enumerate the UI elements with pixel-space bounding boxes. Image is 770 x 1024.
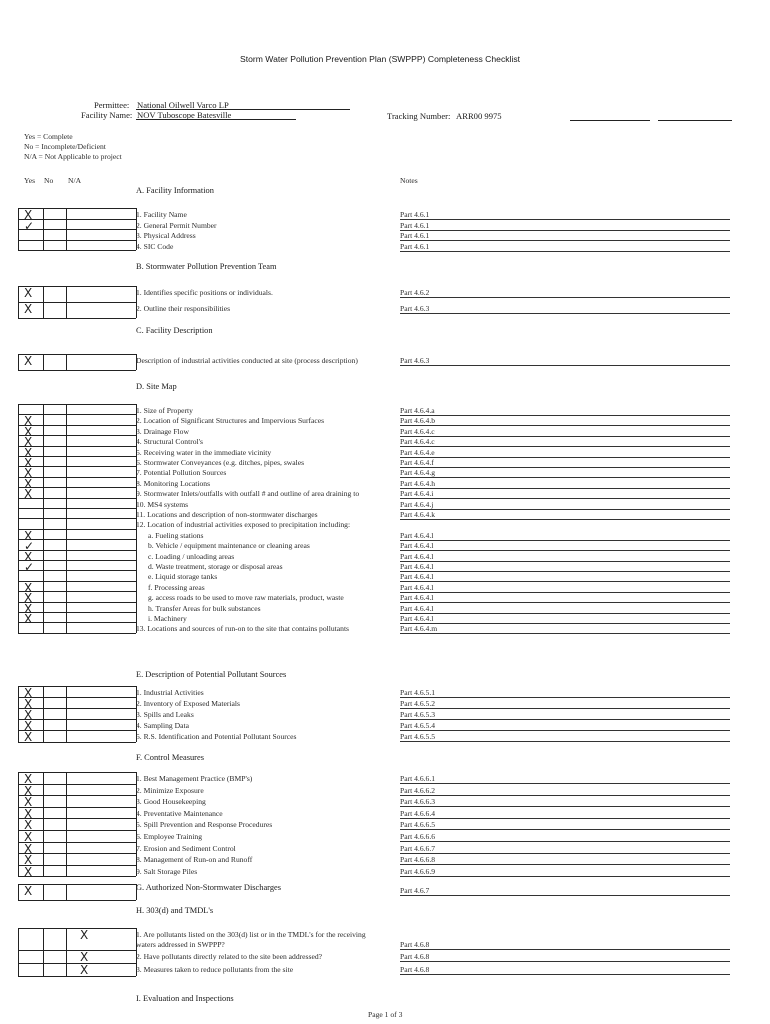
page-footer: Page 1 of 3 (368, 1010, 403, 1019)
checklist-item-label: 2. Location of Significant Structures and Impervious Surfaces (136, 416, 325, 426)
notes-underline (400, 841, 730, 842)
notes-underline (400, 806, 730, 807)
hand-check-mark: X (24, 487, 33, 502)
notes-underline (400, 571, 730, 572)
checklist-item-label: 2. Outline their responsibilities (136, 304, 231, 313)
checklist-item-label: 4. Sampling Data (136, 721, 189, 731)
hand-check-mark: X (80, 962, 89, 977)
part-reference: Part 4.6.1 (400, 220, 430, 230)
checkbox-grid-line (18, 529, 136, 530)
checkbox-grid-line (18, 229, 136, 230)
checklist-item-label: 7. Erosion and Sediment Control (136, 843, 236, 853)
checkbox-grid-line (18, 686, 136, 687)
checklist-item-label: 4. SIC Code (136, 241, 174, 251)
checkbox-grid-line (43, 884, 44, 900)
section-heading: C. Facility Description (136, 326, 213, 335)
part-reference: Part 4.6.4.c (400, 426, 435, 436)
hand-check-mark: X (24, 435, 33, 450)
checkbox-grid-line (18, 686, 19, 742)
notes-underline (400, 240, 730, 241)
facility-underline (136, 119, 296, 120)
section-heading: I. Evaluation and Inspections (136, 994, 234, 1003)
checkbox-grid-line (18, 250, 136, 251)
tracking-underline-1 (570, 120, 650, 121)
column-na: N/A (68, 176, 82, 185)
checkbox-grid-line (18, 950, 136, 951)
notes-underline (400, 509, 730, 510)
hand-check-mark: X (24, 783, 33, 798)
part-reference: Part 4.6.6.5 (400, 820, 436, 830)
hand-check-mark: X (24, 806, 33, 821)
hand-check-mark: X (24, 864, 33, 879)
notes-underline (400, 949, 730, 950)
part-reference: Part 4.6.4.l (400, 562, 434, 571)
checklist-item-label: 11. Locations and description of non-stormwater discharges (136, 510, 318, 519)
notes-underline (400, 974, 730, 975)
checklist-item-label: 5. R.S. Identification and Potential Pollutant Sources (136, 732, 297, 742)
notes-underline (400, 708, 730, 709)
part-reference: Part 4.6.4.e (400, 447, 435, 457)
checklist-item-label: 13. Locations and sources of run-on to the site that contains pollutants (136, 624, 350, 634)
checklist-item-label: 3. Drainage Flow (136, 426, 189, 436)
checklist-item-label-continued: waters addressed in SWPPP? (136, 940, 225, 949)
checkbox-grid-line (18, 884, 136, 885)
checkbox-grid-line (18, 853, 136, 854)
section-heading: H. 303(d) and TMDL's (136, 906, 214, 915)
notes-underline (400, 581, 730, 582)
notes-underline (400, 365, 730, 366)
part-reference: Part 4.6.4.l (400, 530, 434, 540)
hand-check-mark: X (24, 884, 33, 898)
checkbox-grid-line (18, 818, 136, 819)
checklist-item-label: d. Waste treatment, storage or disposal areas (148, 562, 283, 571)
checkbox-grid-line (18, 976, 136, 977)
checkbox-grid-line (66, 928, 67, 976)
checkbox-grid-line (18, 928, 136, 929)
hand-check-mark: X (24, 853, 33, 868)
part-reference: Part 4.6.6.9 (400, 866, 436, 876)
part-reference: Part 4.6.4.f (400, 458, 434, 467)
part-reference: Part 4.6.4.a (400, 406, 435, 415)
checklist-item-label: 3. Spills and Leaks (136, 710, 194, 720)
hand-check-mark: X (24, 795, 33, 810)
permittee-value: National Oilwell Varco LP (137, 100, 229, 110)
checklist-item-label: 8. Monitoring Locations (136, 478, 211, 488)
notes-underline (400, 697, 730, 698)
part-reference: Part 4.6.4.l (400, 572, 434, 582)
checklist-item-label: 9. Salt Storage Piles (136, 866, 198, 876)
notes-underline (400, 783, 730, 784)
checkbox-grid-line (18, 876, 136, 877)
hand-check-mark: X (24, 830, 33, 844)
checkbox-grid-line (18, 498, 136, 499)
part-reference: Part 4.6.6.6 (400, 832, 436, 841)
checklist-item-label: i. Machinery (148, 614, 187, 623)
part-reference: Part 4.6.1 (400, 210, 430, 219)
notes-underline (400, 818, 730, 819)
checklist-item-label: b. Vehicle / equipment maintenance or cleaning areas (148, 541, 310, 551)
notes-underline (400, 829, 730, 830)
part-reference: Part 4.6.3 (400, 304, 430, 313)
part-reference: Part 4.6.4.k (400, 510, 436, 519)
notes-underline (400, 415, 730, 416)
tracking-value: ARR00 9975 (456, 111, 502, 121)
part-reference: Part 4.6.6.7 (400, 843, 436, 853)
column-notes: Notes (400, 176, 418, 185)
checkbox-grid-line (18, 581, 136, 582)
checkbox-grid-line (66, 772, 67, 876)
part-reference: Part 4.6.5.5 (400, 732, 436, 742)
checkbox-grid-line (18, 772, 136, 773)
notes-underline (400, 561, 730, 562)
part-reference: Part 4.6.5.1 (400, 688, 436, 697)
column-no: No (44, 176, 54, 185)
notes-underline (400, 498, 730, 499)
checkbox-grid-line (18, 708, 136, 709)
checklist-item-label: 1. Identifies specific positions or individuals. (136, 288, 273, 297)
notes-underline (400, 251, 730, 252)
hand-check-mark: X (24, 528, 33, 543)
checkbox-grid-line (18, 446, 136, 447)
section-heading: B. Stormwater Pollution Prevention Team (136, 262, 277, 271)
notes-underline (400, 613, 730, 614)
tracking-underline-2 (658, 120, 732, 121)
checklist-item-label: 2. General Permit Number (136, 220, 217, 230)
part-reference: Part 4.6.4.l (400, 614, 434, 623)
part-reference: Part 4.6.7 (400, 886, 430, 895)
part-reference: Part 4.6.4.l (400, 541, 434, 551)
column-yes: Yes (24, 176, 36, 185)
checkbox-grid-line (18, 865, 136, 866)
checkbox-grid-line (18, 539, 136, 540)
checkbox-grid-line (18, 697, 136, 698)
part-reference: Part 4.6.8 (400, 952, 430, 961)
part-reference: Part 4.6.8 (400, 964, 430, 974)
checklist-item-label: 1. Best Management Practice (BMP's) (136, 774, 253, 783)
checkbox-grid-line (18, 318, 136, 319)
checkbox-grid-line (18, 404, 136, 405)
part-reference: Part 4.6.4.l (400, 551, 434, 561)
legend-na: N/A = Not Applicable to project (24, 152, 122, 161)
checklist-item-label: a. Fueling stations (148, 530, 204, 540)
part-reference: Part 4.6.1 (400, 231, 430, 241)
notes-underline (400, 313, 730, 314)
checkbox-grid-line (18, 208, 136, 209)
checkbox-grid-line (18, 633, 136, 634)
checklist-item-label: 7. Potential Pollution Sources (136, 468, 227, 478)
checkbox-grid-line (18, 425, 136, 426)
checkbox-grid-line (18, 928, 19, 976)
checkbox-grid-line (18, 742, 136, 743)
part-reference: Part 4.6.2 (400, 288, 430, 297)
hand-check-mark: X (24, 686, 33, 700)
checkbox-grid-line (18, 354, 136, 355)
notes-underline (400, 633, 730, 634)
hand-check-mark: X (80, 950, 89, 964)
checkbox-grid-line (18, 900, 136, 901)
part-reference: Part 4.6.6.4 (400, 808, 436, 818)
notes-underline (400, 961, 730, 962)
part-reference: Part 4.6.4.c (400, 437, 435, 447)
checkbox-grid-line (43, 686, 44, 742)
checklist-item-label: 3. Good Housekeeping (136, 797, 206, 807)
checkbox-grid-line (18, 518, 136, 519)
hand-check-mark: X (24, 772, 33, 786)
notes-underline (400, 876, 730, 877)
part-reference: Part 4.6.6.2 (400, 785, 436, 795)
checkbox-grid-line (18, 550, 136, 551)
part-reference: Part 4.6.4.g (400, 468, 436, 478)
hand-check-mark: ✓ (24, 539, 35, 554)
part-reference: Part 4.6.6.1 (400, 774, 436, 783)
checkbox-grid-line (18, 435, 136, 436)
notes-underline (400, 592, 730, 593)
checklist-item-label: f. Processing areas (148, 582, 205, 592)
checkbox-grid-line (18, 612, 136, 613)
facility-value: NOV Tuboscope Batesville (137, 110, 232, 120)
hand-check-mark: X (80, 928, 89, 942)
checkbox-grid-line (18, 508, 136, 509)
notes-underline (400, 540, 730, 541)
checklist-item-label: h. Transfer Areas for bulk substances (148, 603, 261, 613)
notes-underline (400, 550, 730, 551)
checklist-item-label: 1. Industrial Activities (136, 688, 204, 697)
checklist-item-label: 1. Size of Property (136, 406, 193, 415)
hand-check-mark: ✓ (24, 560, 35, 574)
checkbox-grid-line (18, 370, 136, 371)
checklist-item-label: 10. MS4 systems (136, 499, 189, 509)
hand-check-mark: X (24, 286, 33, 300)
checklist-item-label: 3. Physical Address (136, 231, 196, 241)
notes-underline (400, 436, 730, 437)
part-reference: Part 4.6.1 (400, 241, 430, 251)
notes-underline (400, 467, 730, 468)
notes-underline (400, 730, 730, 731)
notes-underline (400, 297, 730, 298)
notes-underline (400, 446, 730, 447)
document-title: Storm Water Pollution Prevention Plan (SWPPP) Completeness Checklist (240, 54, 521, 64)
part-reference: Part 4.6.8 (400, 940, 430, 949)
permittee-label: Permittee: (94, 100, 130, 110)
notes-underline (400, 488, 730, 489)
part-reference: Part 4.6.6.3 (400, 797, 436, 807)
checklist-item-label: 12. Location of industrial activities exposed to precipitation including: (136, 520, 351, 530)
part-reference: Part 4.6.5.2 (400, 699, 436, 709)
checklist-item-label: 8. Management of Run-on and Runoff (136, 855, 253, 865)
checklist-item-label: 2. Minimize Exposure (136, 785, 204, 795)
checkbox-grid-line (18, 302, 136, 303)
hand-check-mark: X (24, 445, 33, 460)
checkbox-grid-line (18, 570, 136, 571)
checkbox-grid-line (18, 240, 136, 241)
checklist-item-label: 1. Are pollutants listed on the 303(d) list or in the TMDL's for the receiving (136, 930, 366, 939)
checkbox-grid-line (18, 456, 136, 457)
checklist-item-label: 6. Employee Training (136, 832, 203, 841)
hand-check-mark: ✓ (24, 218, 35, 233)
checkbox-grid-line (18, 784, 136, 785)
hand-check-mark: X (24, 302, 33, 316)
hand-check-mark: X (24, 466, 33, 481)
checklist-item-label: 5. Spill Prevention and Response Procedures (136, 820, 273, 830)
part-reference: Part 4.6.4.l (400, 593, 434, 603)
hand-check-mark: X (24, 841, 33, 856)
checklist-item-label: Description of industrial activities conducted at site (process description) (136, 356, 358, 365)
notes-underline (400, 853, 730, 854)
checkbox-grid-line (18, 560, 136, 561)
checklist-item-label: c. Loading / unloading areas (148, 551, 235, 561)
tracking-label: Tracking Number: (387, 111, 451, 121)
checkbox-grid-line (18, 807, 136, 808)
notes-underline (400, 623, 730, 624)
checkbox-grid-line (18, 602, 136, 603)
checkbox-grid-line (66, 354, 67, 370)
hand-check-mark: X (24, 612, 33, 626)
checkbox-grid-line (18, 219, 136, 220)
checkbox-grid-line (18, 795, 136, 796)
hand-check-mark: X (24, 476, 33, 491)
notes-underline (400, 219, 730, 220)
notes-underline (400, 741, 730, 742)
hand-check-mark: X (24, 601, 33, 616)
notes-underline (400, 519, 730, 520)
section-heading: F. Control Measures (136, 753, 204, 762)
part-reference: Part 4.6.6.8 (400, 855, 436, 865)
part-reference: Part 4.6.3 (400, 356, 430, 365)
hand-check-mark: X (24, 580, 33, 595)
legend-yes: Yes = Complete (24, 132, 73, 141)
hand-check-mark: X (24, 708, 33, 723)
hand-check-mark: X (24, 818, 33, 833)
checkbox-grid-line (18, 466, 136, 467)
part-reference: Part 4.6.4.b (400, 416, 436, 426)
checklist-item-label: 5. Receiving water in the immediate vicinity (136, 447, 272, 457)
part-reference: Part 4.6.4.l (400, 603, 434, 613)
checkbox-grid-line (43, 354, 44, 370)
checkbox-grid-line (66, 884, 67, 900)
checkbox-grid-line (18, 286, 136, 287)
checklist-item-label: 2. Have pollutants directly related to the site been addressed? (136, 952, 322, 961)
checklist-item-label: 4. Structural Control's (136, 437, 203, 447)
checkbox-grid-line (18, 487, 136, 488)
part-reference: Part 4.6.4.j (400, 499, 434, 509)
part-reference: Part 4.6.4.i (400, 489, 434, 499)
checklist-item-label: 3. Measures taken to reduce pollutants from the site (136, 964, 294, 974)
section-heading: G. Authorized Non-Stormwater Discharges (136, 883, 281, 892)
checkbox-grid-line (43, 772, 44, 876)
part-reference: Part 4.6.4.h (400, 478, 436, 488)
checkbox-grid-line (136, 884, 137, 900)
checkbox-grid-line (18, 842, 136, 843)
checkbox-grid-line (66, 686, 67, 742)
checkbox-grid-line (18, 477, 136, 478)
legend-no: No = Incomplete/Deficient (24, 142, 106, 151)
checklist-item-label: e. Liquid storage tanks (148, 572, 218, 582)
hand-check-mark: X (24, 424, 33, 439)
section-heading: A. Facility Information (136, 186, 214, 195)
notes-underline (400, 864, 730, 865)
checkbox-grid-line (18, 354, 19, 370)
part-reference: Part 4.6.5.3 (400, 710, 436, 720)
hand-check-mark: X (24, 549, 33, 564)
checkbox-grid-line (18, 414, 136, 415)
hand-check-mark: X (24, 414, 33, 429)
checkbox-grid-line (18, 963, 136, 964)
checklist-item-label: 9. Stormwater Inlets/outfalls with outfall # and outline of area draining to (136, 489, 360, 499)
checkbox-grid-line (18, 730, 136, 731)
checkbox-grid-line (18, 591, 136, 592)
checklist-item-label: 4. Preventative Maintenance (136, 808, 223, 818)
facility-label: Facility Name: (81, 110, 133, 120)
hand-check-mark: X (24, 730, 33, 745)
checkbox-grid-line (18, 719, 136, 720)
hand-check-mark: X (24, 591, 33, 606)
hand-check-mark: X (24, 697, 33, 712)
section-heading: D. Site Map (136, 382, 177, 391)
notes-underline (400, 425, 730, 426)
notes-underline (400, 719, 730, 720)
checklist-item-label: 6. Stormwater Conveyances (e.g. ditches, pipes, swales (136, 458, 305, 467)
notes-underline (400, 602, 730, 603)
checklist-item-label: 1. Facility Name (136, 210, 187, 219)
notes-underline (400, 230, 730, 231)
checkbox-grid-line (43, 928, 44, 976)
notes-underline (400, 795, 730, 796)
part-reference: Part 4.6.4.m (400, 624, 438, 634)
checklist-item-label: g. access roads to be used to move raw materials, product, waste (148, 593, 344, 603)
checkbox-grid-line (18, 622, 136, 623)
checklist-item-label: 2. Inventory of Exposed Materials (136, 699, 240, 709)
section-heading: E. Description of Potential Pollutant Sources (136, 670, 287, 679)
part-reference: Part 4.6.5.4 (400, 721, 436, 731)
notes-underline (400, 895, 730, 896)
part-reference: Part 4.6.4.l (400, 582, 434, 592)
checkbox-grid-line (18, 830, 136, 831)
hand-check-mark: X (24, 354, 33, 368)
hand-check-mark: X (24, 208, 33, 222)
notes-underline (400, 477, 730, 478)
checkbox-grid-line (18, 884, 19, 900)
hand-check-mark: X (24, 456, 33, 470)
checkbox-grid-line (18, 772, 19, 876)
notes-underline (400, 457, 730, 458)
hand-check-mark: X (24, 719, 33, 734)
